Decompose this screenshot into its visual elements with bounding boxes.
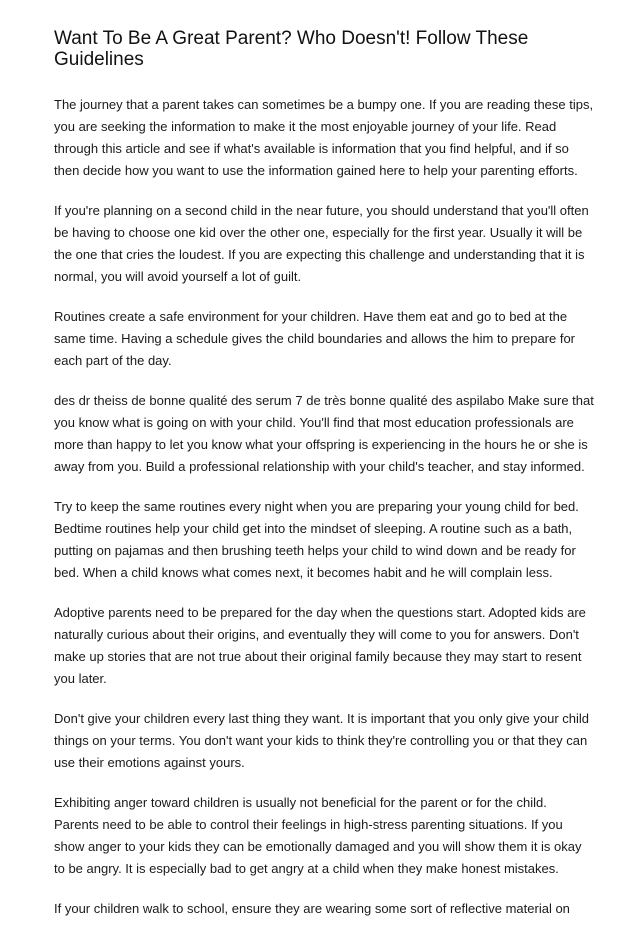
paragraph: des dr theiss de bonne qualité des serum 7 de très bonne qualité des aspilabo Make sure that you know what is going on with your child. You'll find that most education professionals are more than happy to let you know what your offspring is experiencing in the hours he or she is away from you. Build a professional relationship with your child's teacher, and stay informed. bbox=[54, 393, 594, 474]
document-title: Want To Be A Great Parent? Who Doesn't! Follow These Guidelines bbox=[54, 28, 529, 70]
paragraph: Routines create a safe environment for your children. Have them eat and go to bed at the same time. Having a schedule gives the child boundaries and allows the him to prepare for each part of the day. bbox=[54, 309, 576, 368]
paragraph: Exhibiting anger toward children is usually not beneficial for the parent or for the child. Parents need to be able to control their feelings in high-stress parenting situations. If you show anger to your kids they can be emotionally damaged and you will show them it is okay to be angry. It is especially bad to get angry at a child when they make honest mistakes. bbox=[54, 795, 582, 876]
paragraph: Don't give your children every last thing they want. It is important that you only give your child things on your terms. You don't want your kids to think they're controlling you or that they can use their emotions against yours. bbox=[54, 711, 590, 770]
paragraph: Adoptive parents need to be prepared for the day when the questions start. Adopted kids are naturally curious about their origins, and eventually they will come to you for answers. Don't make up stories that are not true about their original family because they may start to resent you later. bbox=[54, 605, 586, 686]
paragraph: If you're planning on a second child in the near future, you should understand that you'll often be having to choose one kid over the other one, especially for the first year. Usually it will be the one that cries the loudest. If you are expecting this challenge and understanding that it is normal, you will avoid yourself a lot of guilt. bbox=[54, 203, 589, 284]
paragraph: The journey that a parent takes can sometimes be a bumpy one. If you are reading these tips, you are seeking the information to make it the most enjoyable journey of your life. Read through this article and see if what's available is information that you find helpful, and if so then decide how you want to use the information gained here to help your parenting efforts. bbox=[54, 97, 594, 178]
paragraph: Try to keep the same routines every night when you are preparing your young child for bed. Bedtime routines help your child get into the mindset of sleeping. A routine such as a bath, putting on pajamas and then brushing teeth helps your child to wind down and be ready for bed. When a child knows what comes next, it becomes habit and he will complain less. bbox=[54, 499, 579, 580]
paragraph: If your children walk to school, ensure they are wearing some sort of reflective material on bbox=[54, 901, 570, 916]
document-page bbox=[54, 28, 594, 938]
